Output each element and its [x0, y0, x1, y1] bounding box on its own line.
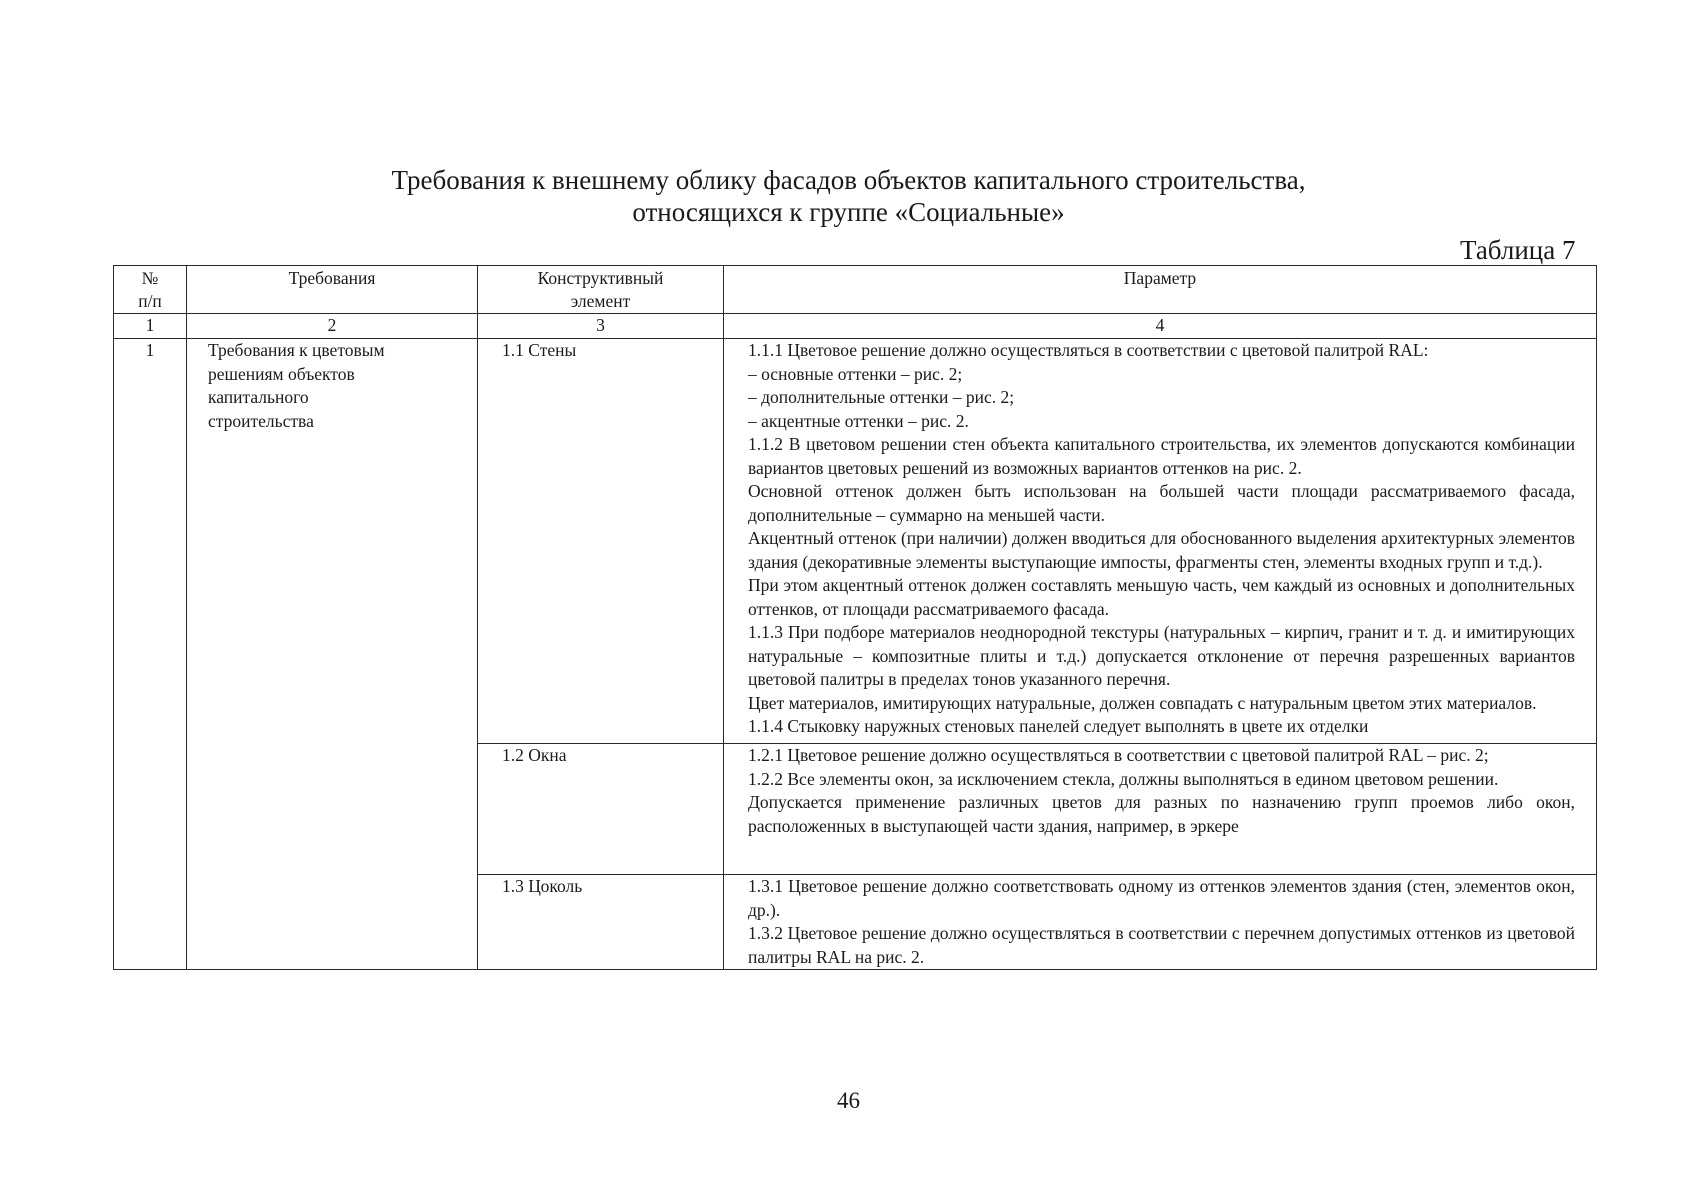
requirement-line: решениям объектов	[208, 363, 355, 384]
table-label: Таблица 7	[1460, 235, 1576, 265]
param-paragraph: 1.3.2 Цветовое решение должно осуществляться в соответствии с перечнем допустимых оттенков из цветовой палитры RAL на рис. 2.	[748, 923, 1575, 967]
param-paragraph: 1.2.2 Все элементы окон, за исключением стекла, должны выполняться в едином цветовом решении.	[748, 768, 1499, 789]
requirements-table	[113, 265, 1597, 970]
param-paragraph: Цвет материалов, имитирующих натуральные, должен совпадать с натуральным цветом этих материалов.	[748, 692, 1537, 713]
header-element-line2: элемент	[570, 291, 631, 311]
header-parameter: Параметр	[724, 266, 1597, 314]
param-walls	[724, 339, 1597, 744]
row-number: 1	[114, 339, 187, 970]
requirement-line: капитального	[208, 387, 309, 407]
element-plinth: 1.3 Цоколь	[478, 875, 724, 970]
title-line-2: относящихся к группе «Социальные»	[632, 197, 1065, 227]
param-paragraph: Акцентный оттенок (при наличии) должен вводиться для обоснованного выделения архитектурных элементов здания (декоративные элементы выступающие импосты, фрагменты стен, элементы входных групп и т.д.).	[748, 528, 1575, 572]
element-walls: 1.1 Стены	[478, 339, 724, 744]
param-paragraph: При этом акцентный оттенок должен составлять меньшую часть, чем каждый из основных и дополнительных оттенков, от площади рассматриваемого фасада.	[748, 575, 1575, 619]
header-num-line2: п/п	[138, 291, 162, 311]
row-requirement	[187, 339, 478, 970]
requirement-line: строительства	[208, 410, 314, 431]
param-paragraph: Допускается применение различных цветов для разных по назначению групп проемов либо окон, расположенных в выступающей части здания, например, в эркере	[748, 792, 1575, 836]
column-number-row	[114, 314, 1597, 339]
title-line-1: Требования к внешнему облику фасадов объектов капитального строительства,	[391, 165, 1306, 195]
param-paragraph: 1.1.3 При подборе материалов неоднородной текстуры (натуральных – кирпич, гранит и т. д. и имитирующих натуральные – композитные плиты и т.д.) допускается отклонение от перечня разрешенных вариантов цветовой палитры в пределах тонов указанного перечня.	[748, 622, 1575, 689]
column-number: 1	[114, 314, 187, 339]
param-paragraph: 1.3.1 Цветовое решение должно соответствовать одному из оттенков элементов здания (стен, элементов окон, др.).	[748, 876, 1575, 920]
column-number: 2	[187, 314, 478, 339]
column-number: 4	[724, 314, 1597, 339]
param-paragraph: Основной оттенок должен быть использован на большей части площади рассматриваемого фасада, дополнительные – суммарно на меньшей части.	[748, 481, 1575, 525]
table-row	[114, 339, 1597, 744]
param-paragraph: 1.1.4 Стыковку наружных стеновых панелей следует выполнять в цвете их отделки	[748, 716, 1369, 736]
param-paragraph: 1.2.1 Цветовое решение должно осуществляться в соответствии с цветовой палитрой RAL – рис. 2;	[748, 745, 1489, 765]
column-number: 3	[478, 314, 724, 339]
header-num-line1: №	[141, 268, 159, 288]
param-paragraph: – акцентные оттенки – рис. 2.	[748, 410, 969, 431]
page-number: 46	[837, 1088, 860, 1113]
param-paragraph: 1.1.1 Цветовое решение должно осуществляться в соответствии с цветовой палитрой RAL:	[748, 340, 1429, 360]
header-requirements: Требования	[187, 266, 478, 314]
header-num	[114, 266, 187, 314]
param-plinth	[724, 875, 1597, 970]
param-windows	[724, 744, 1597, 875]
requirement-line: Требования к цветовым	[208, 340, 385, 360]
param-paragraph: – основные оттенки – рис. 2;	[748, 363, 963, 384]
header-element-line1: Конструктивный	[537, 268, 664, 288]
param-paragraph: 1.1.2 В цветовом решении стен объекта капитального строительства, их элементов допускаются комбинации вариантов цветовых решений из возможных вариантов оттенков на рис. 2.	[748, 434, 1575, 478]
header-element	[478, 266, 724, 314]
element-windows: 1.2 Окна	[478, 744, 724, 875]
document-title	[0, 164, 1697, 228]
param-paragraph: – дополнительные оттенки – рис. 2;	[748, 387, 1015, 407]
table-header-row	[114, 266, 1597, 314]
